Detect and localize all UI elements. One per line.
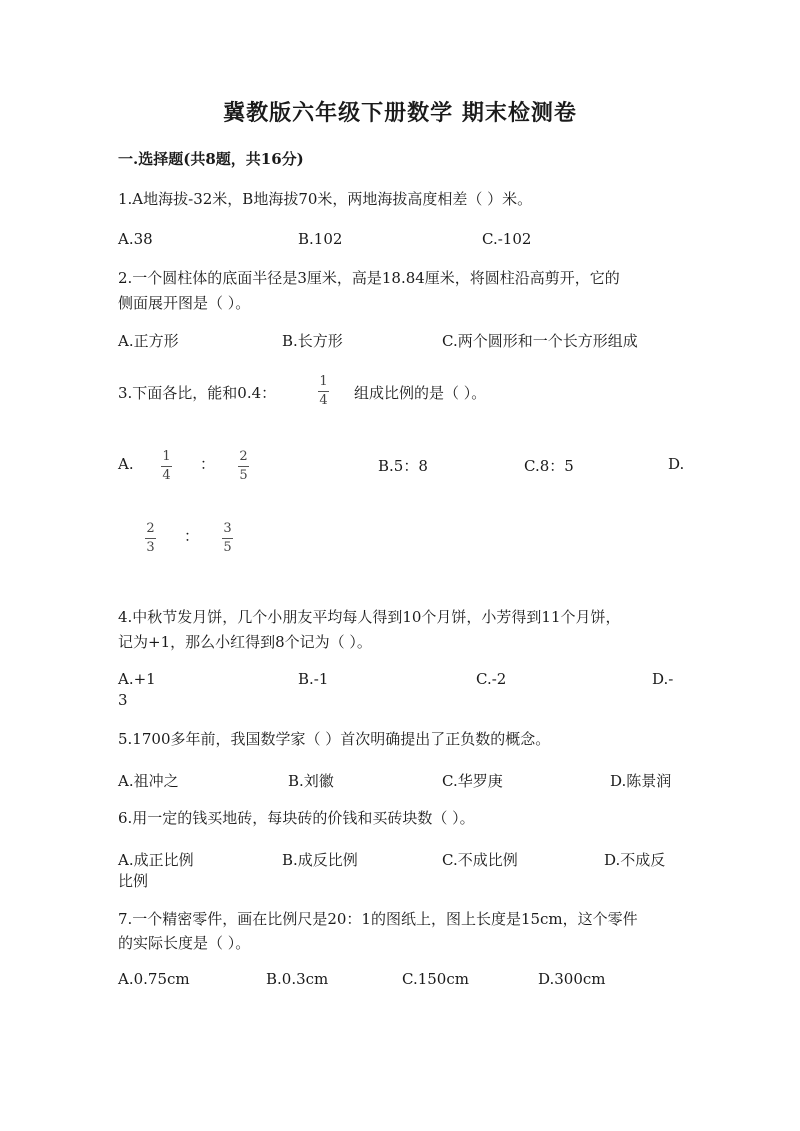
fraction-numerator: 1 bbox=[319, 374, 328, 389]
q3-option-a-label: A. bbox=[118, 455, 134, 473]
ratio-colon: ： bbox=[184, 527, 200, 545]
question-7-stem-line1: 7.一个精密零件，画在比例尺是20：1的图纸上，图上长度是15cm，这个零件 bbox=[118, 910, 638, 928]
fraction-numerator: 2 bbox=[239, 449, 248, 464]
q2-option-b: B.长方形 bbox=[282, 332, 343, 350]
q6-option-b: B.成反比例 bbox=[282, 851, 358, 869]
q6-option-a: A.成正比例 bbox=[118, 851, 194, 869]
question-2-stem-line2: 侧面展开图是（ ）。 bbox=[118, 294, 251, 312]
question-7-stem-line2: 的实际长度是（ ）。 bbox=[118, 934, 251, 952]
fraction-denominator: 5 bbox=[239, 468, 248, 483]
q3-option-b: B.5：8 bbox=[378, 457, 428, 475]
fraction-bar bbox=[238, 466, 249, 467]
q7-option-b: B.0.3cm bbox=[266, 970, 329, 988]
q3-option-a-fraction-2 bbox=[238, 449, 249, 483]
fraction-denominator: 4 bbox=[319, 393, 328, 408]
question-6-stem: 6.用一定的钱买地砖，每块砖的价钱和买砖块数（ ）。 bbox=[118, 809, 475, 827]
fraction-bar bbox=[318, 391, 329, 392]
q7-option-c: C.150cm bbox=[402, 970, 469, 988]
q2-option-c: C.两个圆形和一个长方形组成 bbox=[442, 332, 638, 350]
q7-option-d: D.300cm bbox=[538, 970, 606, 988]
q7-option-a: A.0.75cm bbox=[118, 970, 190, 988]
q3-option-d-label: D. bbox=[668, 455, 685, 473]
q1-option-b: B.102 bbox=[298, 230, 343, 248]
q2-option-a: A.正方形 bbox=[118, 332, 179, 350]
fraction-bar bbox=[161, 466, 172, 467]
section-heading: 一.选择题(共8题，共16分) bbox=[118, 150, 304, 168]
q3-option-a-fraction-1 bbox=[161, 449, 172, 483]
q5-option-d: D.陈景润 bbox=[610, 772, 672, 790]
q5-option-c: C.华罗庚 bbox=[442, 772, 503, 790]
fraction-denominator: 5 bbox=[223, 540, 232, 555]
q6-option-d-wrap: 比例 bbox=[118, 872, 149, 890]
fraction-bar bbox=[222, 538, 233, 539]
q5-option-a: A.祖冲之 bbox=[118, 772, 179, 790]
q3-option-c: C.8：5 bbox=[524, 457, 574, 475]
q4-option-d: D.- bbox=[652, 670, 674, 688]
fraction-denominator: 3 bbox=[146, 540, 155, 555]
q4-option-d-wrap: 3 bbox=[118, 691, 128, 709]
page-title: 冀教版六年级下册数学 期末检测卷 bbox=[223, 100, 577, 126]
q5-option-b: B.刘徽 bbox=[288, 772, 334, 790]
question-2-stem-line1: 2.一个圆柱体的底面半径是3厘米，高是18.84厘米，将圆柱沿高剪开，它的 bbox=[118, 269, 620, 287]
q4-option-c: C.-2 bbox=[476, 670, 507, 688]
q3-option-d-fraction-2 bbox=[222, 521, 233, 555]
question-1-stem: 1.A地海拔-32米，B地海拔70米，两地海拔高度相差（ ）米。 bbox=[118, 190, 533, 208]
fraction-denominator: 4 bbox=[162, 468, 171, 483]
question-3-stem-before: 3.下面各比，能和0.4： bbox=[118, 384, 277, 402]
ratio-colon: ： bbox=[200, 455, 216, 473]
q4-option-a: A.+1 bbox=[118, 670, 156, 688]
fraction-numerator: 3 bbox=[223, 521, 232, 536]
fraction-bar bbox=[145, 538, 156, 539]
fraction-numerator: 1 bbox=[162, 449, 171, 464]
q1-option-a: A.38 bbox=[118, 230, 153, 248]
question-3-stem-after: 组成比例的是（ ）。 bbox=[354, 384, 487, 402]
question-4-stem-line2: 记为+1，那么小红得到8个记为（ ）。 bbox=[118, 633, 372, 651]
fraction-numerator: 2 bbox=[146, 521, 155, 536]
q6-option-d: D.不成反 bbox=[604, 851, 666, 869]
q6-option-c: C.不成比例 bbox=[442, 851, 518, 869]
q1-option-c: C.-102 bbox=[482, 230, 532, 248]
q3-stem-fraction bbox=[318, 374, 329, 408]
q3-option-d-fraction-1 bbox=[145, 521, 156, 555]
question-5-stem: 5.1700多年前，我国数学家（ ）首次明确提出了正负数的概念。 bbox=[118, 730, 551, 748]
q4-option-b: B.-1 bbox=[298, 670, 329, 688]
question-4-stem-line1: 4.中秋节发月饼，几个小朋友平均每人得到10个月饼，小芳得到11个月饼， bbox=[118, 608, 621, 626]
